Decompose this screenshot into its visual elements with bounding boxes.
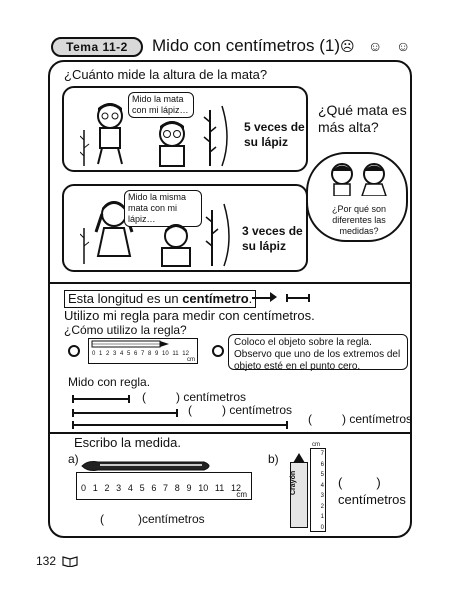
ruler-a-cm-label: cm [236,490,247,499]
answer-2 [188,403,292,417]
result-3-times: 3 veces de [242,224,303,238]
scene-girl-measuring [62,184,308,272]
part-a-label: a) [68,452,79,466]
answer-b-unit: centímetros [338,492,406,507]
answer-3-open: ( [308,412,312,426]
which-taller-question: ¿Qué mata es más alta? [318,102,407,135]
page-number: 132 [36,554,57,568]
definition-end: . [248,291,253,306]
two-children-icon [326,162,392,196]
how-use-ruler: ¿Cómo utilizo la regla? [64,323,187,337]
ruler-tip: Coloco el objeto sobre la regla. Observo que uno de los extremos del objeto esté en el punto cero. [228,334,408,370]
result-3-unit: su lápiz [242,239,287,253]
vertical-ruler [310,448,326,532]
ruler-a-numbers: 0 1 2 3 4 5 6 7 8 9 10 11 12 [81,483,241,493]
ruler-part-a [76,472,252,500]
ruler-example [88,338,198,364]
circle-marker-1 [68,345,80,357]
neutral-face-icon[interactable]: ☺ [368,38,383,54]
answer-1-open: ( [142,390,146,404]
crayon-tip [293,453,305,463]
arrow-right-icon [270,292,277,302]
speech-bubble-2: Mido la misma mata con mi lápiz… [124,190,202,227]
segment-2 [72,412,178,414]
result-5-unit: su lápiz [244,135,289,149]
boy-with-glasses-illustration [150,120,196,168]
happy-face-icon[interactable]: ☺ [396,38,411,54]
book-icon [62,555,78,567]
answer-b-close: ) [376,475,381,490]
one-cm-segment [286,297,310,299]
answer-a-close: )centímetros [138,512,205,526]
answer-b [338,476,381,490]
part-b-label: b) [268,452,279,466]
definition-text: Esta longitud es un [68,291,179,306]
vertical-ruler-numbers: 7 6 5 4 3 2 1 0 [320,451,324,531]
circle-marker-2 [212,345,224,357]
vertical-ruler-cm-label: cm [312,442,320,448]
plant-icon-2 [204,200,238,268]
ruler-cm-label: cm [187,357,195,363]
answer-b-open: ( [338,475,343,490]
answer-1 [142,390,246,404]
segment-3 [72,424,288,426]
topic-badge: Tema 11-2 [51,37,143,57]
answer-2-close: ) centímetros [222,403,293,417]
write-measure-title: Escribo la medida. [74,435,181,450]
question-height: ¿Cuánto mide la altura de la mata? [64,67,268,82]
section-divider-2 [48,432,412,434]
crayon-label: Crayón [290,470,297,495]
thought-cloud [306,152,408,242]
answer-3 [308,412,412,426]
centimeter-definition [64,290,256,308]
measure-label: Mido con regla. [68,375,151,389]
answer-a [100,512,205,526]
ruler-numbers: 0 1 2 3 4 5 6 7 8 9 10 11 12 [92,351,189,357]
answer-3-close: ) centímetros [342,412,413,426]
sad-face-icon[interactable]: ☹ [340,38,355,54]
segment-1 [72,398,130,400]
plant-icon [202,102,236,168]
crayon-icon [290,462,308,528]
result-5-times: 5 veces de [244,120,305,134]
ruler-instruction: Utilizo mi regla para medir con centímetros. [64,308,315,323]
answer-a-open: ( [100,512,104,526]
girl-with-pencil-illustration [154,222,200,268]
definition-bold: centímetro [182,291,249,306]
section-divider-1 [48,282,412,284]
scene-boy-measuring [62,86,308,172]
speech-bubble-1: Mido la mata con mi lápiz… [128,92,194,118]
cloud-question: ¿Por qué son diferentes las medidas? [331,204,387,236]
page-title: Mido con centímetros (1) [152,36,341,55]
answer-2-open: ( [188,403,192,417]
pencil-icon [89,339,197,349]
answer-1-close: ) centímetros [176,390,247,404]
